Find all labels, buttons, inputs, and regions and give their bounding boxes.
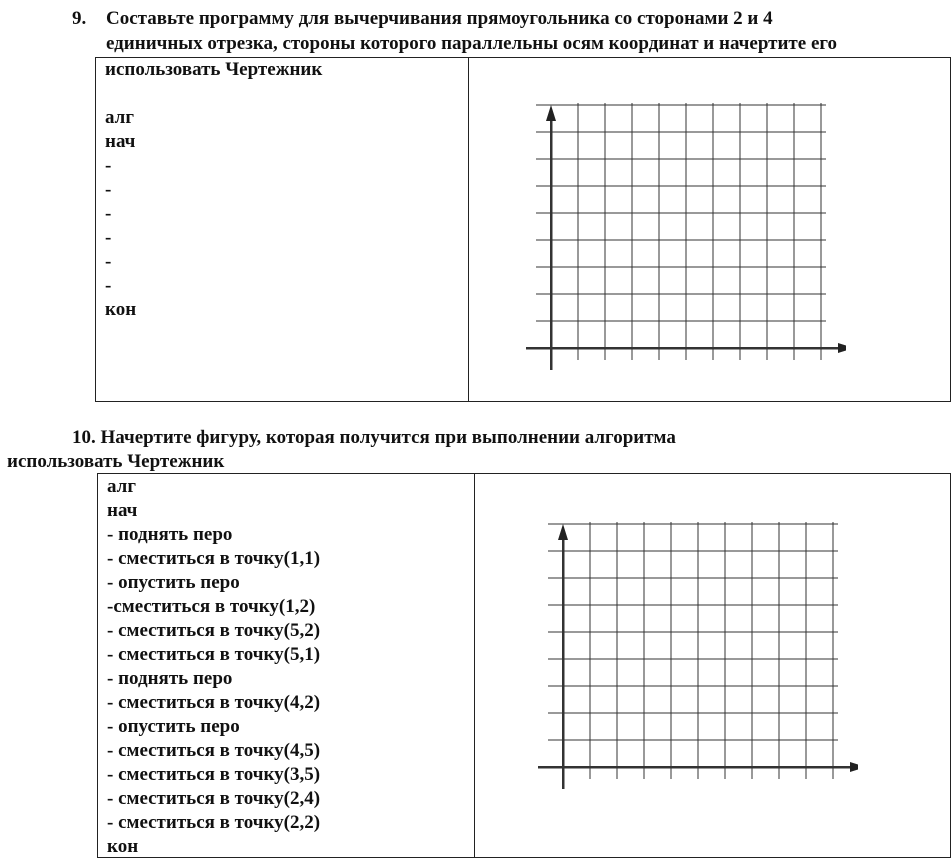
task9-program bbox=[105, 58, 322, 322]
task10-step: - сместиться в точку(4,2) bbox=[107, 692, 321, 713]
x-axis-arrow-icon bbox=[838, 343, 846, 353]
task10-table bbox=[97, 473, 951, 858]
blank-line bbox=[105, 82, 322, 106]
task9-line1: Составьте программу для вычерчивания прямоугольника со сторонами 2 и 4 bbox=[106, 8, 773, 29]
task9-blank-step[interactable]: - bbox=[105, 251, 112, 272]
y-axis-arrow-icon bbox=[546, 105, 556, 121]
task10-step: - сместиться в точку(2,2) bbox=[107, 812, 321, 833]
task10-alg: алг bbox=[107, 476, 136, 497]
task10-table-divider bbox=[474, 474, 475, 857]
coordinate-grid-icon bbox=[521, 103, 846, 378]
task9-table-divider bbox=[468, 58, 469, 401]
task9-coordinate-grid[interactable] bbox=[521, 103, 846, 378]
task9-blank-step[interactable]: - bbox=[105, 203, 112, 224]
task10-step: - сместиться в точку(1,1) bbox=[107, 548, 321, 569]
task9-blank-step[interactable]: - bbox=[105, 227, 112, 248]
task9-use-header: использовать Чертежник bbox=[105, 59, 323, 80]
task10-begin: нач bbox=[107, 500, 138, 521]
task10-step: - опустить перо bbox=[107, 572, 240, 593]
task9-blank-step[interactable]: - bbox=[105, 179, 112, 200]
task10-step: - сместиться в точку(5,2) bbox=[107, 620, 321, 641]
task10-step: - сместиться в точку(4,5) bbox=[107, 740, 321, 761]
task9-blank-step[interactable]: - bbox=[105, 275, 112, 296]
task9-number: 9. bbox=[72, 8, 87, 29]
task10-coordinate-grid[interactable] bbox=[533, 522, 858, 797]
task10-step: - опустить перо bbox=[107, 716, 240, 737]
task10-step: -сместиться в точку(1,2) bbox=[107, 596, 316, 617]
x-axis-arrow-icon bbox=[850, 762, 858, 772]
task9-blank-step[interactable]: - bbox=[105, 155, 112, 176]
task9-alg: алг bbox=[105, 107, 134, 128]
task10-end: кон bbox=[107, 836, 139, 857]
task10-line1: 10. Начертите фигуру, которая получится при выполнении алгоритма bbox=[72, 427, 676, 448]
y-axis-arrow-icon bbox=[558, 524, 568, 540]
task9-table bbox=[95, 57, 951, 402]
task9-end: кон bbox=[105, 299, 137, 320]
task9-line2: единичных отрезка, стороны которого параллельны осям координат и начертите его bbox=[106, 33, 838, 54]
task10-step: - сместиться в точку(3,5) bbox=[107, 764, 321, 785]
task10-step: - поднять перо bbox=[107, 524, 233, 545]
coordinate-grid-icon bbox=[533, 522, 858, 797]
task10-step: - сместиться в точку(5,1) bbox=[107, 644, 321, 665]
task9-begin: нач bbox=[105, 131, 136, 152]
task10-line2: использовать Чертежник bbox=[7, 451, 225, 472]
task10-program bbox=[107, 475, 320, 859]
task10-step: - сместиться в точку(2,4) bbox=[107, 788, 321, 809]
task10-step: - поднять перо bbox=[107, 668, 233, 689]
